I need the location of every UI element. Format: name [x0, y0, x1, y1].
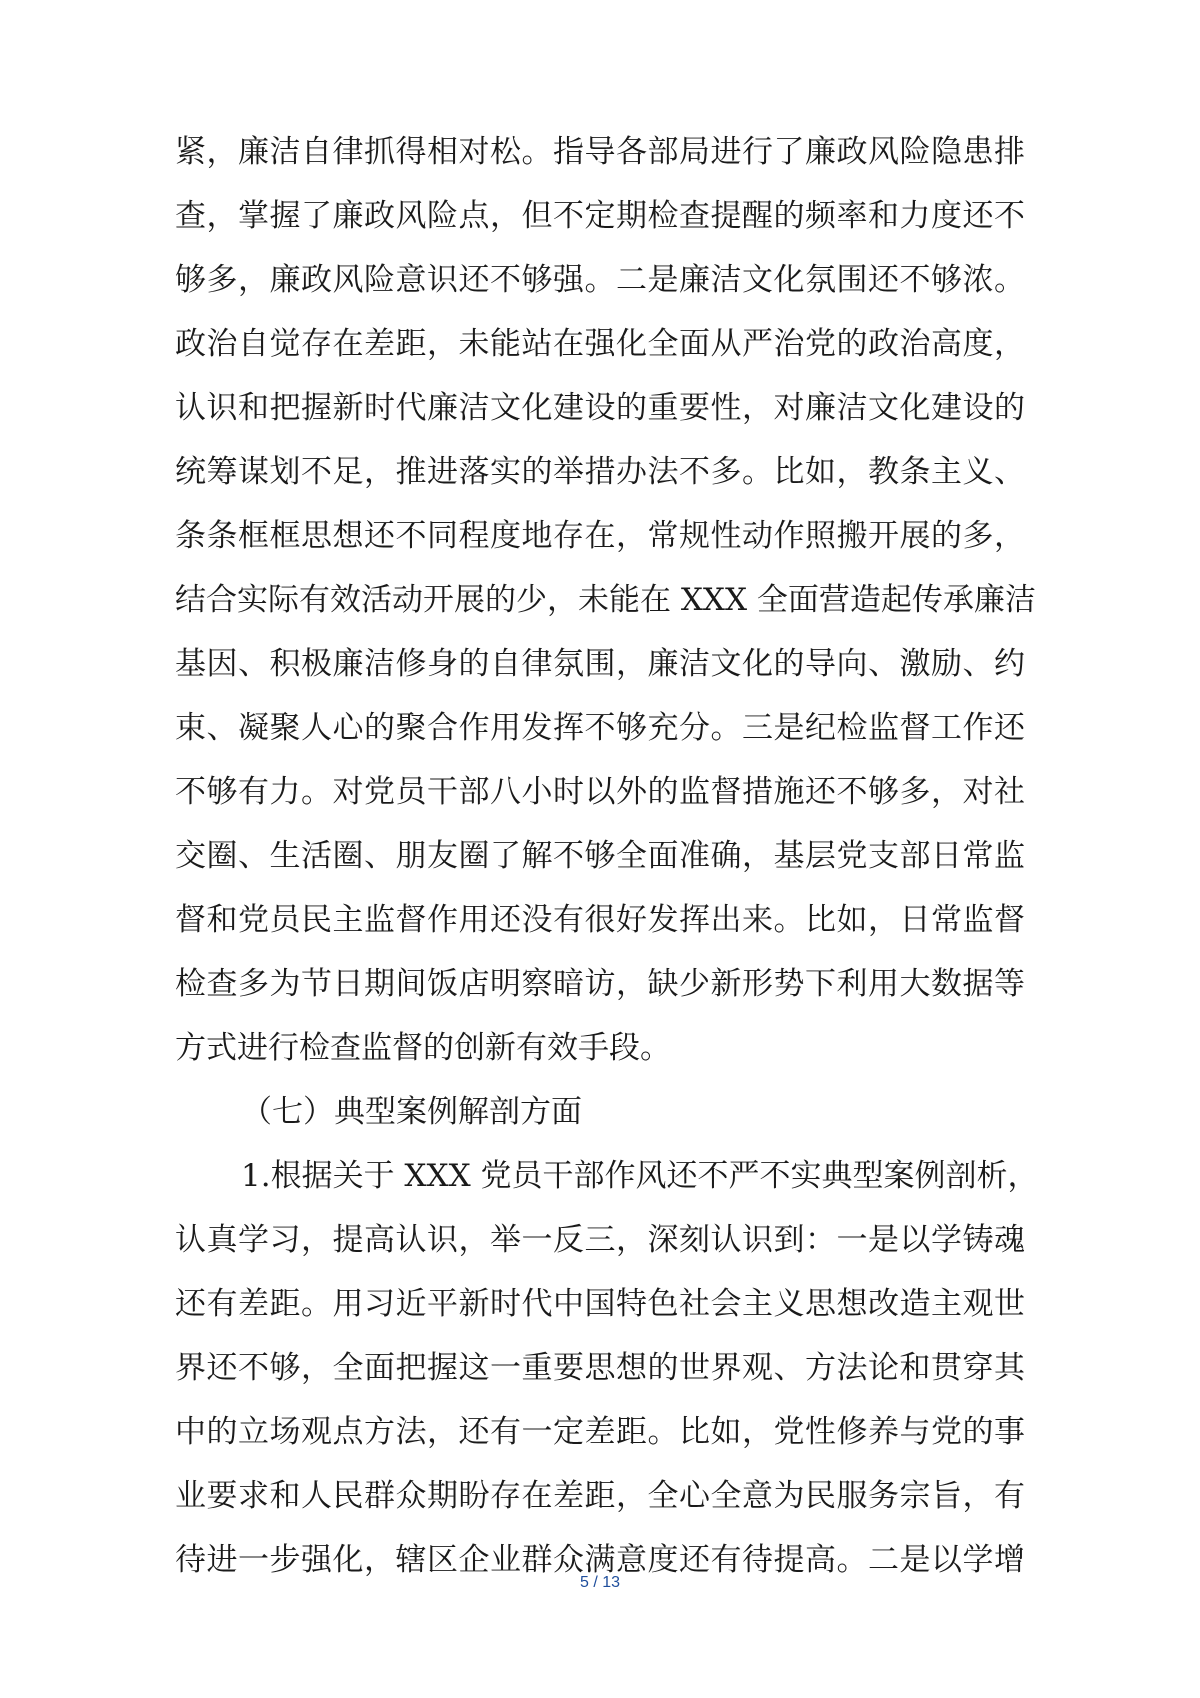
- text-line: 统筹谋划不足，推进落实的举措办法不多。比如，教条主义、: [175, 454, 1025, 490]
- text-line: 紧，廉洁自律抓得相对松。指导各部局进行了廉政风险隐患排: [175, 134, 1025, 170]
- text-line: 界还不够，全面把握这一重要思想的世界观、方法论和贯穿其: [175, 1350, 1025, 1386]
- section-heading: （七）典型案例解剖方面: [241, 1094, 582, 1130]
- text-line: 不够有力。对党员干部八小时以外的监督措施还不够多，对社: [175, 774, 1025, 810]
- text-line: 束、凝聚人心的聚合作用发挥不够充分。三是纪检监督工作还: [175, 710, 1025, 746]
- text-line: 认识和把握新时代廉洁文化建设的重要性，对廉洁文化建设的: [175, 390, 1025, 426]
- text-line: 认真学习，提高认识，举一反三，深刻认识到：一是以学铸魂: [175, 1222, 1025, 1258]
- text-line: 交圈、生活圈、朋友圈了解不够全面准确，基层党支部日常监: [175, 838, 1025, 874]
- text-line: 业要求和人民群众期盼存在差距，全心全意为民服务宗旨，有: [175, 1478, 1025, 1514]
- text-line: 基因、积极廉洁修身的自律氛围，廉洁文化的导向、激励、约: [175, 646, 1025, 682]
- text-line: 督和党员民主监督作用还没有很好发挥出来。比如，日常监督: [175, 902, 1025, 938]
- text-line: 结合实际有效活动开展的少，未能在 XXX 全面营造起传承廉洁: [175, 582, 1036, 618]
- text-line: 1.根据关于 XXX 党员干部作风还不严不实典型案例剖析，: [241, 1158, 1039, 1194]
- page-number: 5 / 13: [579, 1574, 621, 1591]
- text-line: 还有差距。用习近平新时代中国特色社会主义思想改造主观世: [175, 1286, 1025, 1322]
- text-line: 条条框框思想还不同程度地存在，常规性动作照搬开展的多，: [175, 518, 1025, 554]
- text-line: 政治自觉存在差距，未能站在强化全面从严治党的政治高度，: [175, 326, 1025, 362]
- text-line: 够多，廉政风险意识还不够强。二是廉洁文化氛围还不够浓。: [175, 262, 1025, 298]
- text-line: 查，掌握了廉政风险点，但不定期检查提醒的频率和力度还不: [175, 198, 1025, 234]
- text-line: 检查多为节日期间饭店明察暗访，缺少新形势下利用大数据等: [175, 966, 1025, 1002]
- text-line: 方式进行检查监督的创新有效手段。: [175, 1030, 671, 1066]
- text-line: 待进一步强化，辖区企业群众满意度还有待提高。二是以学增: [175, 1542, 1025, 1578]
- text-line: 中的立场观点方法，还有一定差距。比如，党性修养与党的事: [175, 1414, 1025, 1450]
- body-text: [175, 120, 1039, 1592]
